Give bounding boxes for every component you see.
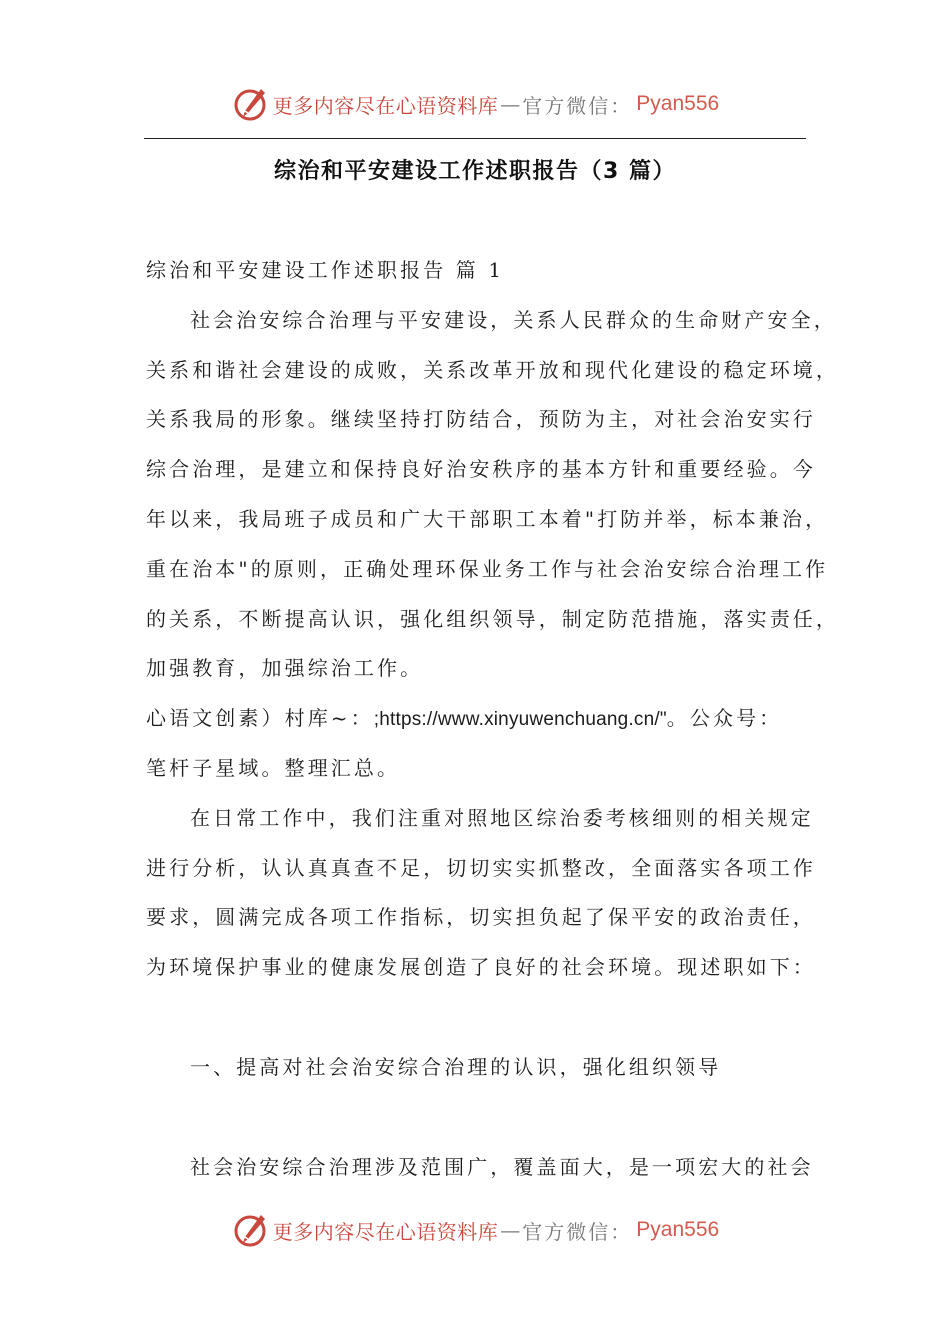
paragraph-line: 社会治安综合治理涉及范围广，覆盖面大，是一项宏大的社会	[190, 1154, 814, 1179]
section-heading: 一、提高对社会治安综合治理的认识，强化组织领导	[190, 1054, 722, 1079]
quill-logo-icon	[231, 84, 271, 124]
paragraph-line: 社会治安综合治理与平安建设，关系人民群众的生命财产安全，	[190, 307, 837, 332]
banner-wechat-label: 官方微信：	[522, 1219, 633, 1244]
source-note-prefix: 心语文创素）村库~：	[146, 706, 374, 731]
paragraph-line: 综合治理，是建立和保持良好治安秩序的基本方针和重要经验。今	[146, 457, 816, 482]
banner-dash: —	[500, 1218, 521, 1242]
source-note-url[interactable]: ;https://www.xinyuwenchuang.cn/"	[373, 709, 667, 731]
quill-logo-icon	[231, 1210, 271, 1250]
paragraph-line: 进行分析，认认真真查不足，切切实实抓整改，全面落实各项工作	[146, 855, 816, 880]
banner-dash: —	[500, 92, 521, 116]
spacer	[146, 999, 818, 1049]
paragraph-line: 要求，圆满完成各项工作指标，切实担负起了保平安的政治责任，	[146, 905, 816, 930]
paragraph-line: 重在治本"的原则，正确处理环保业务工作与社会治安综合治理工作	[146, 556, 829, 581]
paragraph-line: 在日常工作中，我们注重对照地区综治委考核细则的相关规定	[190, 805, 814, 830]
document-body	[146, 252, 839, 1199]
paragraph-line: 为环境保护事业的健康发展创造了良好的社会环境。现述职如下：	[146, 955, 816, 980]
source-note	[146, 700, 818, 750]
paragraph-line: 关系和谐社会建设的成败，关系改革开放和现代化建设的稳定环境，	[146, 357, 839, 382]
source-note-line2: 笔杆子星域。整理汇总。	[146, 755, 401, 780]
header-rule	[144, 138, 806, 139]
banner-brand: 更多内容尽在心语资料库	[272, 1219, 499, 1244]
paragraph-line: 年以来，我局班子成员和广大干部职工本着"打防并举，标本兼治，	[146, 506, 829, 531]
banner-wechat-label: 官方微信：	[522, 93, 633, 118]
header-banner	[0, 82, 950, 126]
spacer	[146, 1099, 818, 1149]
document-title: 综治和平安建设工作述职报告（3 篇）	[274, 159, 676, 184]
source-note-suffix: 。公众号：	[666, 706, 783, 731]
section-subtitle: 综治和平安建设工作述职报告 篇 1	[146, 258, 505, 282]
paragraph-line: 的关系，不断提高认识，强化组织领导，制定防范措施，落实责任，	[146, 606, 839, 631]
banner-wechat-id: Pyan556	[636, 92, 720, 115]
footer-banner	[0, 1208, 950, 1252]
banner-wechat-id: Pyan556	[636, 1218, 720, 1241]
paragraph-line: 关系我局的形象。继续坚持打防结合，预防为主，对社会治安实行	[146, 407, 816, 432]
banner-brand: 更多内容尽在心语资料库	[272, 93, 499, 118]
paragraph-line: 加强教育，加强综治工作。	[146, 656, 424, 681]
